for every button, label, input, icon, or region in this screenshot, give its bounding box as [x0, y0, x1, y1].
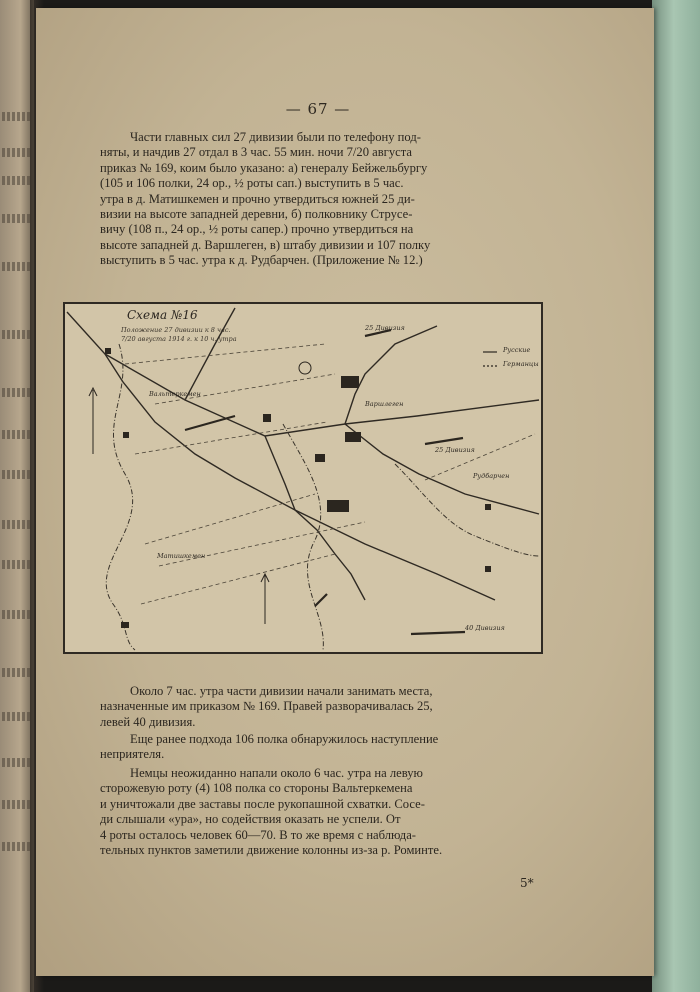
map-village [121, 622, 129, 628]
map-village [485, 566, 491, 572]
map-legend-label: Русские [503, 346, 531, 354]
left-page-text-fragment [2, 330, 32, 339]
left-page-text-fragment [2, 610, 32, 619]
map-road [345, 424, 539, 514]
map-subtitle: 7/20 августа 1914 г. к 10 ч. утра [121, 335, 237, 343]
text-line: высоте западней д. Варшлеген, в) штабу дивизии и 107 полку [100, 237, 431, 252]
text-line: ди слышали «ура», но содействия оказать не успели. От [100, 812, 401, 827]
map-road [345, 326, 437, 424]
signature-mark: 5* [520, 876, 534, 890]
map-front-line [185, 416, 235, 430]
left-page-text-fragment [2, 176, 32, 185]
left-page-text-fragment [2, 388, 32, 397]
left-page-text-fragment [2, 560, 32, 569]
map-place-label: 25 Дивизия [435, 446, 475, 454]
text-line: Около 7 час. утра части дивизии начали занимать места, [130, 684, 433, 698]
left-page-text-fragment [2, 262, 32, 271]
paragraph-4 [100, 766, 582, 858]
left-page-text-fragment [2, 470, 32, 479]
text-line: вичу (108 п., 24 ор., ½ роты сапер.) прочно утвердиться на [100, 222, 414, 237]
text-line: сторожевую роту (4) 108 полка со стороны Вальтеркемена [100, 781, 413, 796]
map-river [106, 344, 135, 650]
text-line: 4 роты осталось человек 60—70. В то же время с наблюда- [100, 827, 416, 842]
map-front-line [315, 594, 327, 606]
map-place-label: Матишкемен [157, 552, 206, 560]
left-page-text-fragment [2, 214, 32, 223]
text-line: визии на высоте западней деревни, б) полковнику Струсе- [100, 207, 413, 222]
map-troop-line [135, 422, 327, 454]
map-troop-line [141, 554, 335, 604]
map-river [395, 464, 539, 556]
book-page [36, 8, 654, 976]
left-facing-page [0, 0, 34, 992]
page-number: — 67 — [285, 100, 351, 118]
text-line: Еще ранее подхода 106 полка обнаружилось наступление [130, 732, 439, 746]
left-page-text-fragment [2, 520, 32, 529]
map-marker-circle [299, 362, 311, 374]
map-village [485, 504, 491, 510]
map-front-line [425, 438, 463, 444]
map-village [123, 432, 129, 438]
map-place-label: Варшлеген [365, 400, 404, 408]
text-line: Немцы неожиданно напали около 6 час. утра на левую [130, 766, 423, 780]
map-village [341, 376, 359, 388]
text-line: няты, и начдив 27 отдал в 3 час. 55 мин. ночи 7/20 августа [100, 145, 412, 160]
text-line: приказ № 169, коим было указано: а) генералу Бейжельбургу [100, 160, 428, 175]
map-road [265, 436, 295, 510]
text-line: неприятеля. [100, 747, 165, 762]
paragraph-1 [100, 130, 582, 269]
left-page-text-fragment [2, 430, 32, 439]
map-place-label: 25 Дивизия [365, 324, 405, 332]
map-front-line [411, 632, 465, 634]
text-line: утра в д. Матишкемен и прочно утвердиться южней 25 ди- [100, 191, 415, 206]
map-village [315, 454, 325, 462]
left-page-text-fragment [2, 712, 32, 721]
left-page-text-fragment [2, 148, 32, 157]
paragraph-3 [100, 732, 582, 763]
map-troop-line [125, 344, 325, 364]
map-subtitle: Положение 27 дивизии к 8 час. [121, 326, 231, 334]
left-page-text-fragment [2, 668, 32, 677]
map-troop-line [155, 374, 335, 404]
left-page-text-fragment [2, 758, 32, 767]
map-drawing [65, 304, 541, 652]
text-line: и уничтожали две заставы после рукопашной схватки. Сосе- [100, 796, 425, 811]
map-village [263, 414, 271, 422]
battle-scheme-map [63, 302, 543, 654]
paragraph-2 [100, 684, 582, 730]
text-line: тельных пунктов заметили движение колонны из-за р. Роминте. [100, 843, 443, 858]
left-page-text-fragment [2, 112, 32, 121]
map-place-label: Вальтеркемен [149, 390, 201, 398]
map-legend-label: Германцы [503, 360, 539, 368]
map-road [295, 510, 365, 600]
left-page-text-fragment [2, 800, 32, 809]
left-page-text-fragment [2, 842, 32, 851]
map-place-label: Рудбарчен [473, 472, 510, 480]
text-line: левей 40 дивизия. [100, 714, 196, 729]
text-line: Части главных сил 27 дивизии были по телефону под- [130, 130, 421, 144]
map-village [105, 348, 111, 354]
map-troop-line [145, 494, 315, 544]
map-place-label: 40 Дивизия [465, 624, 505, 632]
text-line: назначенные им приказом № 169. Правей разворачивалась 25, [100, 699, 433, 714]
map-road [67, 312, 495, 600]
book-cover-edge [652, 0, 700, 992]
map-title: Схема №16 [127, 308, 198, 322]
map-village [327, 500, 349, 512]
map-village [345, 432, 361, 442]
text-line: выступить в 5 час. утра к д. Рудбарчен. (Приложение № 12.) [100, 253, 423, 268]
text-line: (105 и 106 полки, 24 ор., ½ роты сап.) выступить в 5 час. [100, 176, 404, 191]
